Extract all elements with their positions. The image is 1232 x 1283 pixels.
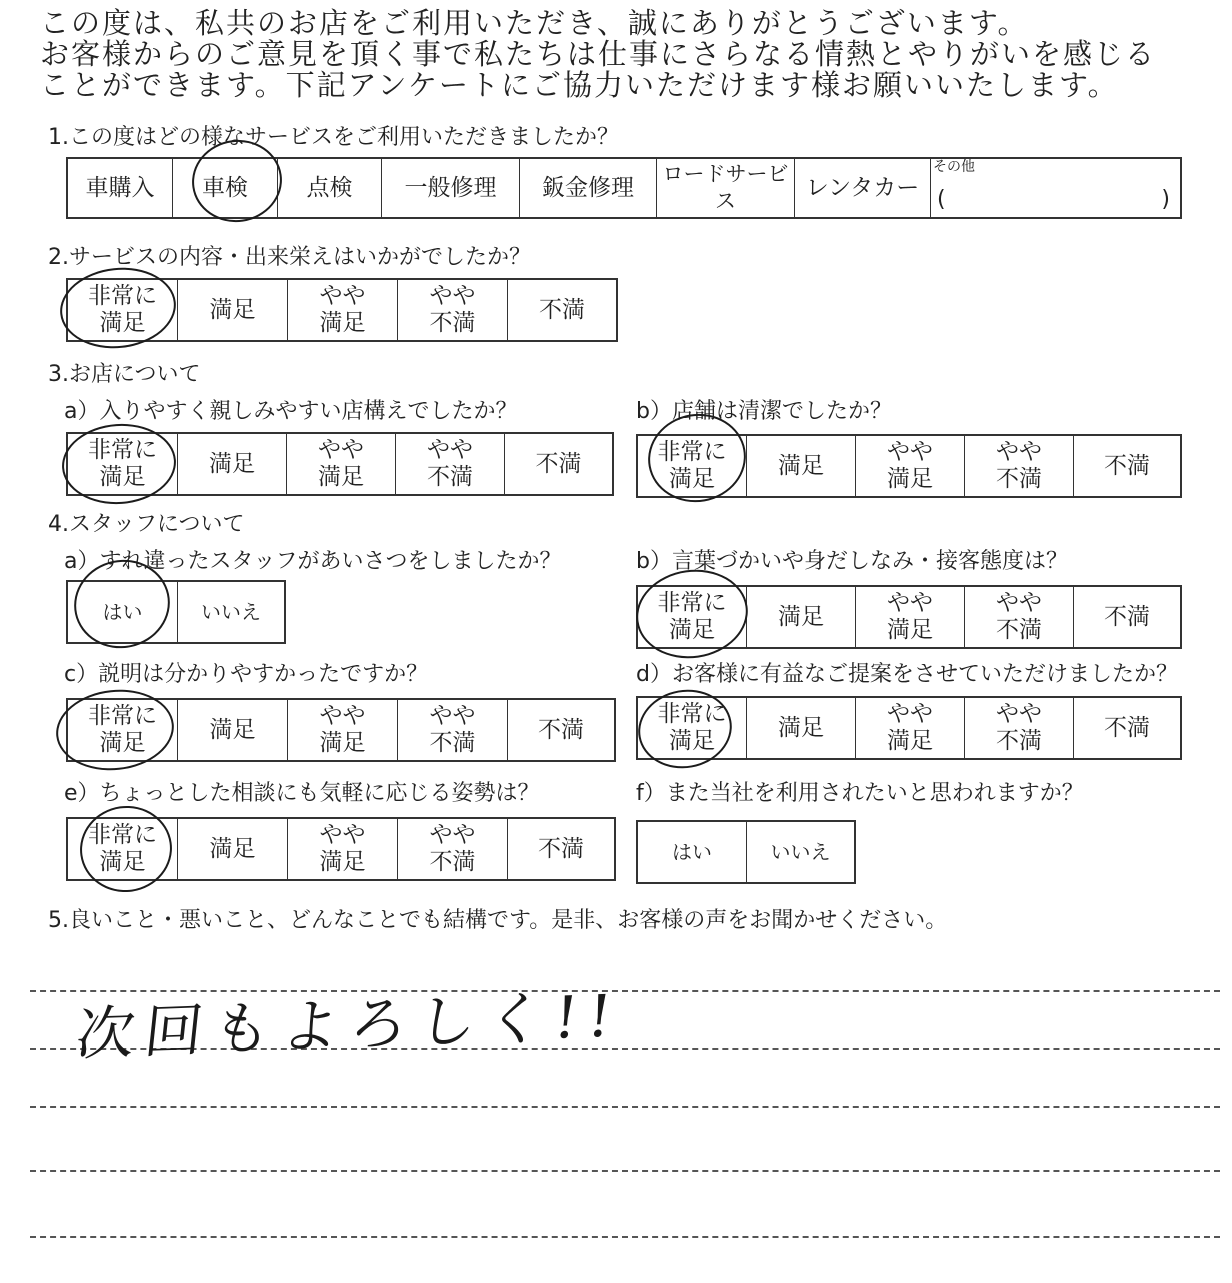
q4d-options [636, 696, 1182, 760]
q4e-label: e）ちょっとした相談にも気軽に応じる姿勢は？ [64, 781, 540, 806]
intro-text [40, 8, 1156, 101]
q4e-option[interactable]: 不満 [538, 835, 584, 862]
q4a-options [66, 580, 286, 644]
q4d-option[interactable]: 満足 [747, 698, 856, 758]
q4c-option[interactable]: 満足 [178, 700, 288, 760]
q3a-option[interactable]: やや 不満 [396, 434, 505, 494]
q3a-options [66, 432, 614, 496]
q4e-options [66, 817, 616, 881]
q1-other-label: その他 [933, 159, 975, 175]
q1-option[interactable]: 鈑金修理 [520, 159, 657, 217]
q3-label: 3.お店について [48, 362, 201, 387]
q3b-label: b）店舗は清潔でしたか？ [636, 399, 892, 424]
q4d-option[interactable]: やや 満足 [856, 698, 965, 758]
answer-line [30, 1236, 1220, 1238]
q4f-option[interactable]: いいえ [770, 839, 831, 864]
q1-option[interactable]: 車検 [173, 159, 278, 217]
q2-label: 2.サービスの内容・出来栄えはいかがでしたか？ [48, 245, 531, 270]
q3b-option[interactable]: 非常に 満足 [638, 436, 747, 496]
q1-other-field[interactable] [931, 159, 1180, 217]
q5-handwritten-answer[interactable]: 次回もよろしく!! [72, 981, 625, 1069]
q3b-option[interactable]: やや 満足 [856, 436, 965, 496]
q4d-label: d）お客様に有益なご提案をさせていただけましたか？ [636, 662, 1178, 687]
q4f-options [636, 820, 856, 884]
q2-option[interactable]: 不満 [539, 296, 585, 323]
q4d-option[interactable]: 非常に 満足 [638, 698, 747, 758]
q3a-option[interactable]: やや 満足 [287, 434, 396, 494]
q4a-label: a）すれ違ったスタッフがあいさつをしましたか？ [64, 549, 562, 574]
q2-option[interactable]: やや 満足 [288, 280, 398, 340]
q4c-option[interactable]: 非常に 満足 [68, 700, 178, 760]
q4c-option[interactable]: 不満 [538, 716, 584, 743]
q3a-option[interactable]: 非常に 満足 [68, 434, 178, 494]
q4-label: 4.スタッフについて [48, 512, 245, 537]
q4d-option[interactable]: 不満 [1104, 714, 1150, 741]
q1-label: 1.この度はどの様なサービスをご利用いただきましたか？ [48, 125, 619, 150]
q1-other-open-paren: ( [937, 187, 946, 212]
q2-option[interactable]: 満足 [178, 280, 288, 340]
q3a-option[interactable]: 満足 [178, 434, 287, 494]
q4f-option[interactable]: はい [638, 822, 747, 882]
intro-line-2: お客様からのご意見を頂く事で私たちは仕事にさらなる情熱とやりがいを感じる [40, 37, 1157, 71]
q4b-option[interactable]: やや 満足 [856, 587, 965, 647]
q1-option[interactable]: 点検 [278, 159, 382, 217]
q4c-option[interactable]: やや 不満 [398, 700, 508, 760]
q4b-option[interactable]: 不満 [1104, 603, 1150, 630]
q3a-label: a）入りやすく親しみやすい店構えでしたか？ [64, 399, 518, 424]
q1-other-close-paren: ) [1161, 187, 1170, 212]
q4d-option[interactable]: やや 不満 [965, 698, 1074, 758]
q4b-option[interactable]: 非常に 満足 [638, 587, 747, 647]
answer-line [30, 1170, 1220, 1172]
q4e-option[interactable]: やや 不満 [398, 819, 508, 879]
q1-options [66, 157, 1182, 219]
q1-option[interactable]: レンタカー [795, 159, 931, 217]
q1-option[interactable]: ロードサービス [657, 159, 795, 217]
q4e-option[interactable]: 非常に 満足 [68, 819, 178, 879]
answer-line [30, 1106, 1220, 1108]
q3b-option[interactable]: 不満 [1104, 452, 1150, 479]
q4c-option[interactable]: やや 満足 [288, 700, 398, 760]
intro-line-1: この度は、私共のお店をご利用いただき、誠にありがとうございます。 [40, 6, 1029, 40]
q4f-label: f）また当社を利用されたいと思われますか？ [636, 781, 1084, 806]
q4b-option[interactable]: 満足 [747, 587, 856, 647]
intro-line-3: ことができます。下記アンケートにご協力いただけます様お願いいたします。 [40, 68, 1119, 102]
q2-options [66, 278, 618, 342]
q5-label: 5.良いこと・悪いこと、どんなことでも結構です。是非、お客様の声をお聞かせください。 [48, 908, 948, 933]
q4e-option[interactable]: やや 満足 [288, 819, 398, 879]
q4c-options [66, 698, 616, 762]
q4c-label: c）説明は分かりやすかったですか？ [64, 662, 429, 687]
q4a-option[interactable]: いいえ [201, 599, 261, 624]
q2-option[interactable]: やや 不満 [398, 280, 508, 340]
q4e-option[interactable]: 満足 [178, 819, 288, 879]
q4b-options [636, 585, 1182, 649]
q1-option[interactable]: 一般修理 [382, 159, 520, 217]
q1-option[interactable]: 車購入 [68, 159, 173, 217]
q4b-option[interactable]: やや 不満 [965, 587, 1074, 647]
q4b-label: b）言葉づかいや身だしなみ・接客態度は？ [636, 549, 1068, 574]
q2-option[interactable]: 非常に 満足 [68, 280, 178, 340]
q3b-options [636, 434, 1182, 498]
q3b-option[interactable]: やや 不満 [965, 436, 1074, 496]
q3a-option[interactable]: 不満 [535, 450, 582, 477]
q4a-option[interactable]: はい [68, 582, 178, 642]
q3b-option[interactable]: 満足 [747, 436, 856, 496]
